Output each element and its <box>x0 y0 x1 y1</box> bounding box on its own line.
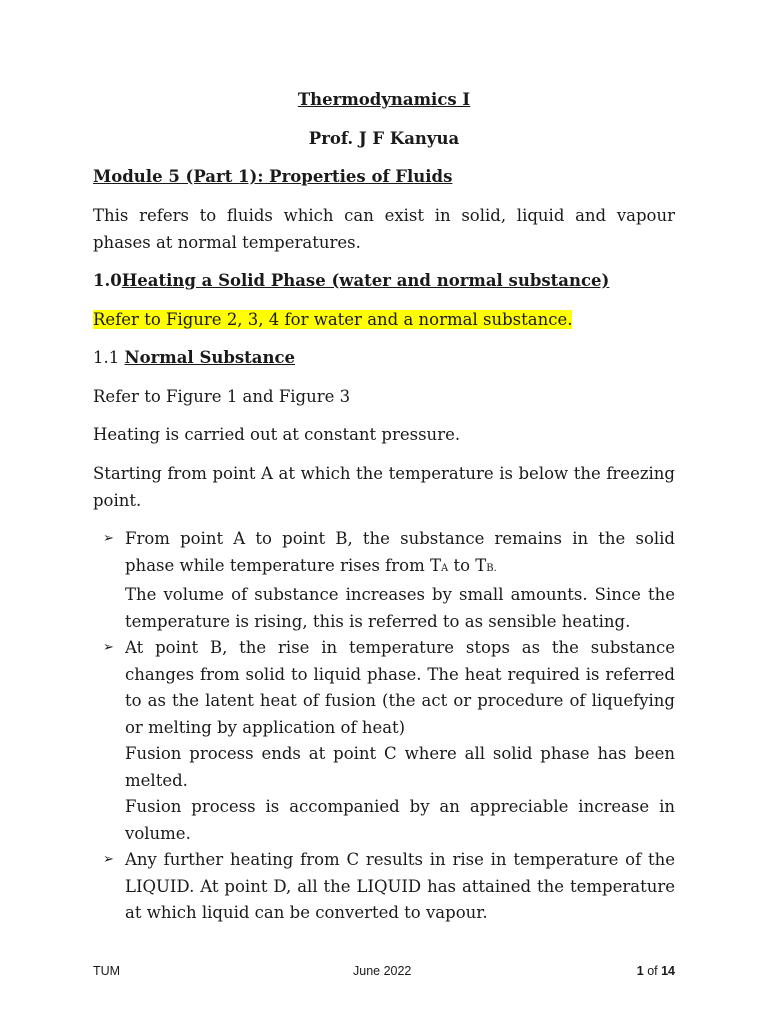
footer-date: June 2022 <box>353 964 412 978</box>
bullet-2-paragraph-2: Fusion process ends at point C where all solid phase has been melted. <box>125 744 675 790</box>
arrow-bullet-icon: ➢ <box>103 531 114 546</box>
highlight-note: Refer to Figure 2, 3, 4 for water and a normal substance. <box>93 310 573 329</box>
document-title: Thermodynamics I <box>297 90 471 109</box>
footer-left: TUM <box>93 964 121 978</box>
page-number <box>637 964 675 978</box>
heating-paragraph: Heating is carried out at constant pressure. <box>93 425 461 444</box>
list-item <box>103 526 675 635</box>
section-1-1-title: Normal Substance <box>124 348 296 367</box>
page-current: 1 <box>636 964 644 978</box>
section-1-heading <box>93 268 675 295</box>
page-of: of <box>643 964 662 978</box>
list-item <box>103 635 675 847</box>
bullet-list <box>103 526 675 927</box>
bullet-2-paragraph-3: Fusion process is accompanied by an appreciable increase in volume. <box>125 797 675 843</box>
list-item <box>103 847 675 927</box>
bullet-1-paragraph-1: From point A to point B, the substance remains in the solid phase while temperature rises from TA to TB. <box>125 529 675 575</box>
section-1-title: Heating a Solid Phase (water and normal substance) <box>121 271 610 290</box>
module-heading: Module 5 (Part 1): Properties of Fluids <box>93 167 453 186</box>
section-1-1-number: 1.1 <box>93 348 125 367</box>
section-1-1-heading <box>93 345 675 372</box>
bullet-1-paragraph-2: The volume of substance increases by small amounts. Since the temperature is rising, this is referred to as sensible heating. <box>125 585 675 631</box>
bullet-3-paragraph-1: Any further heating from C results in rise in temperature of the LIQUID. At point D, all the LIQUID has attained the temperature at which liquid can be converted to vapour. <box>125 850 675 922</box>
section-1-number: 1.0 <box>93 271 122 290</box>
subscript-a: A <box>441 562 449 574</box>
intro-paragraph: This refers to fluids which can exist in solid, liquid and vapour phases at normal temperatures. <box>93 206 675 252</box>
bullet-2-paragraph-1: At point B, the rise in temperature stops as the substance changes from solid to liquid phase. The heat required is referred to as the latent heat of fusion (the act or procedure of liquefying or melting by application of heat) <box>125 638 675 737</box>
arrow-bullet-icon: ➢ <box>103 852 114 867</box>
subscript-b: B. <box>486 562 497 574</box>
arrow-bullet-icon: ➢ <box>103 640 114 655</box>
starting-paragraph: Starting from point A at which the temperature is below the freezing point. <box>93 464 675 510</box>
refer-paragraph: Refer to Figure 1 and Figure 3 <box>93 387 351 406</box>
highlight-note-line <box>93 307 675 334</box>
author-line: Prof. J F Kanyua <box>308 129 460 148</box>
page-total: 14 <box>661 964 675 978</box>
